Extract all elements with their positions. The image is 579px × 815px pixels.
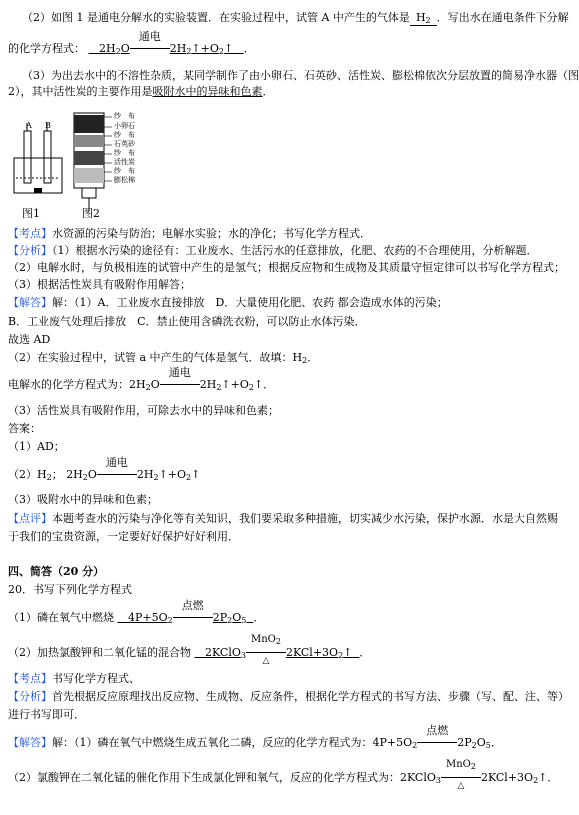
q20-part-2-equation: 2KClO$_3$ MnO$_2$ △ $2KCl+3O_2↑$ [205,634,353,666]
q2-line-2: 的化学方程式： $2H_2O$ 通电 $2H_2↑+O_2↑$ ． [8,30,255,56]
jieda-2-line-2: （2）氯酸钾在二氧化锰的催化作用下生成氯化钾和氧气，反应的化学方程式为：2KClO$_3$ MnO$_2$ △ $2KCl+3O_2↑$． [8,759,559,791]
figure-1-caption: 图1 [22,207,40,220]
q2-equation: $2H_2O$ 通电 $2H_2↑+O_2↑$ [99,30,234,56]
jieda-1-line-3: 故选 AD [8,333,51,346]
kaodian-1: 【考点】水资源的污染与防治；电解水实验；水的净化；书写化学方程式． [8,227,371,240]
section-4-title: 四、简答（20 分） [8,565,105,578]
layer-label: 石英砂 [114,140,135,148]
jieda-1-line-10: （3）吸附水中的异味和色素； [8,493,158,506]
layer-label: 小卵石 [114,122,135,130]
layer-label: 纱 布 [114,131,135,139]
layer-label: 膨松棉 [114,176,135,184]
fenxi-1-line-3: （3）根据活性炭具有吸附作用解答； [8,278,191,291]
fenxi-1-line-1: 【分析】（1）根据水污染的途径有：工业废水、生活污水的任意排放，化肥、农药的不合理使用，分析解题． [8,244,538,257]
q3-line-1: （3）为出去水中的不溶性杂质，某同学制作了由小卵石、石英砂、活性炭、膨松棉依次分层放置的简易净水器（图 [22,69,579,82]
jieda-1-line-9: $(2)H_2$； $2H_2O$ 通电 $2H_2↑+O_2↑$ [8,456,201,482]
jieda-1-line-2: B．工业废气处理后排放 C．禁止使用含磷洗衣粉，可以防止水体污染． [8,315,366,328]
layer-label: 活性炭 [114,158,135,166]
question-20: 20．书写下列化学方程式 [8,583,132,596]
jieda-1-line-1: 【解答】解：（1）A．工业废水直接排放 D．大量使用化肥、农药 都会造成水体的污染； [8,296,448,309]
jieda-1-line-7: 答案： [8,422,41,435]
q20-part-1-equation: $4P+5O_2$ 点燃 $2P_2O_5$ [128,599,247,625]
layer-label: 纱 布 [114,149,135,157]
fenxi-1-line-2: （2）电解水时，与负极相连的试管中产生的是氢气；根据反应物和生成物及其质量守恒定律可以书写化学方程式； [8,261,565,274]
fenxi-2-line-2: 进行书写即可． [8,708,85,721]
jieda-1-line-5: 电解水的化学方程式为：$2H_2O$ 通电 $2H_2↑+O_2↑$． [8,366,275,392]
layer-label: 纱 布 [114,112,135,120]
label-a: A [26,121,32,130]
q20-part-2: （2）加热氯酸钾和二氧化锰的混合物 2KClO$_3$ MnO$_2$ △ $2KCl+3O_2↑$ ． [8,634,371,666]
q3-answer: 吸附水中的异味和色素 [152,85,263,98]
jieda-1-line-4: （2）在实验过程中，试管 a 中产生的气体是氢气．故填：$H_2$． [8,351,319,365]
q2-line-1: （2）如图 1 是通电分解水的实验装置．在实验过程中，试管 A 中产生的气体是 $H_2$ ．写出水在通电条件下分解 [22,11,569,25]
figure-2-caption: 图2 [82,207,100,220]
dianping-1-line-2: 于我们的宝贵资源，一定要好好保护好好利用． [8,530,239,543]
q20-part-1: （1）磷在氧气中燃烧 $4P+5O_2$ 点燃 $2P_2O_5$ ． [8,599,265,625]
label-b: B [45,121,51,130]
q2-gas-answer: $H_2$ [410,12,437,26]
layer-label: 纱 布 [114,167,135,175]
q3-line-2: 2），其中活性炭的主要作用是吸附水中的异味和色素． [8,85,274,98]
fenxi-2-line-1: 【分析】首先根据反应原理找出反应物、生成物、反应条件，根据化学方程式的书写方法、步骤（写、配、注、等） [8,690,569,703]
jieda-1-line-6: （3）活性炭具有吸附作用，可除去水中的异味和色素； [8,404,279,417]
figure-apparatus [12,103,147,223]
kaodian-2: 【考点】书写化学方程式、 [8,672,140,685]
jieda-2-line-1: 【解答】解：（1）磷在氧气中燃烧生成五氧化二磷，反应的化学方程式为：$4P+5O_2$ 点燃 $2P_2O_5$． [8,724,502,750]
dianping-1-line-1: 【点评】本题考查水的污染与净化等有关知识，我们要采取多种措施，切实减少水污染，保护水源．水是大自然赐 [8,512,558,525]
jieda-1-line-8: （1）AD； [8,440,65,453]
